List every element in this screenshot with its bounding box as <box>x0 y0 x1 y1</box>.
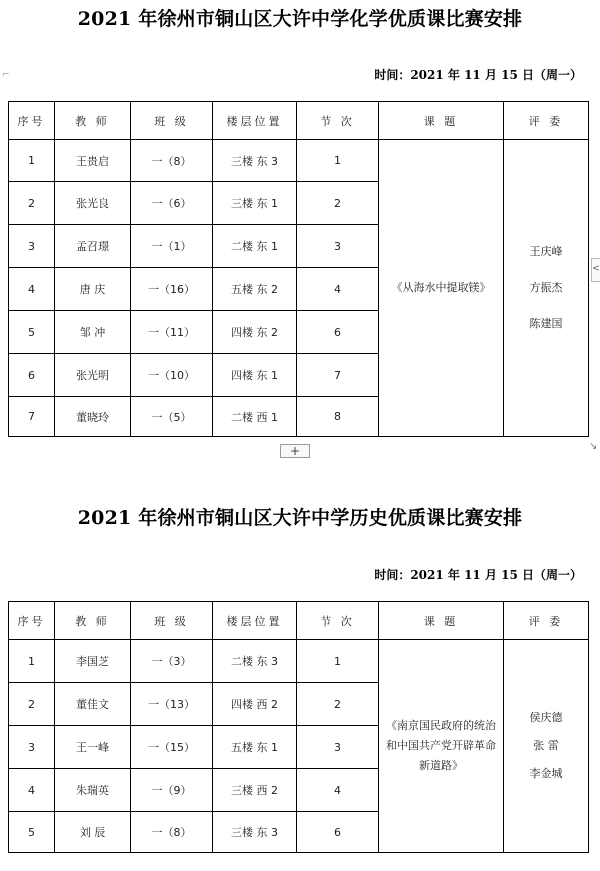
cell-period: 4 <box>297 268 379 311</box>
cell-number: 1 <box>9 640 55 683</box>
cell-location: 二楼 东 1 <box>213 225 297 268</box>
header-judges: 评 委 <box>504 102 589 140</box>
cell-class: 一（1） <box>131 225 213 268</box>
cell-number: 2 <box>9 683 55 726</box>
judge-name: 张 雷 <box>533 739 559 752</box>
cell-number: 5 <box>9 812 55 853</box>
cell-teacher: 王一峰 <box>55 726 131 769</box>
table-row <box>9 140 589 182</box>
cell-class: 一（10） <box>131 354 213 397</box>
schedule-time-chemistry: 时间：2021 年 11 月 15 日（周一） <box>374 68 582 82</box>
cell-topic: 《从海水中提取镁》 <box>379 140 504 437</box>
cell-class: 一（9） <box>131 769 213 812</box>
cell-location: 三楼 东 3 <box>213 140 297 182</box>
schedule-title-history: 2021 年徐州市铜山区大许中学历史优质课比赛安排 <box>77 507 523 529</box>
cell-number: 4 <box>9 268 55 311</box>
header-number: 序号 <box>9 602 55 640</box>
cell-teacher: 董晓玲 <box>55 397 131 437</box>
judge-name: 方振杰 <box>529 281 563 294</box>
schedule-time-history: 时间：2021 年 11 月 15 日（周一） <box>374 568 582 582</box>
cell-teacher: 李国芝 <box>55 640 131 683</box>
add-row-button[interactable]: + <box>280 444 310 458</box>
header-teacher: 教 师 <box>55 602 131 640</box>
cell-teacher: 董佳文 <box>55 683 131 726</box>
cell-class: 一（16） <box>131 268 213 311</box>
cell-teacher: 刘 辰 <box>55 812 131 853</box>
header-number: 序号 <box>9 102 55 140</box>
cell-class: 一（5） <box>131 397 213 437</box>
cell-period: 2 <box>297 182 379 225</box>
cell-number: 6 <box>9 354 55 397</box>
cell-period: 1 <box>297 640 379 683</box>
cell-location: 三楼 东 1 <box>213 182 297 225</box>
cell-number: 3 <box>9 225 55 268</box>
cell-location: 二楼 东 3 <box>213 640 297 683</box>
judge-name: 陈建国 <box>529 317 563 330</box>
cell-teacher: 张光良 <box>55 182 131 225</box>
cell-class: 一（13） <box>131 683 213 726</box>
cell-number: 1 <box>9 140 55 182</box>
cell-teacher: 张光明 <box>55 354 131 397</box>
header-class: 班 级 <box>131 102 213 140</box>
cell-location: 四楼 西 2 <box>213 683 297 726</box>
table-header-row <box>9 102 589 140</box>
cell-class: 一（8） <box>131 812 213 853</box>
cell-number: 2 <box>9 182 55 225</box>
cell-teacher: 朱瑞英 <box>55 769 131 812</box>
cell-number: 5 <box>9 311 55 354</box>
cell-period: 2 <box>297 683 379 726</box>
cell-period: 3 <box>297 225 379 268</box>
cell-class: 一（6） <box>131 182 213 225</box>
page-corner-mark: ⌐ <box>2 70 10 80</box>
cell-teacher: 邹 冲 <box>55 311 131 354</box>
cell-judges <box>504 140 589 437</box>
header-class: 班 级 <box>131 602 213 640</box>
cell-period: 1 <box>297 140 379 182</box>
cell-number: 7 <box>9 397 55 437</box>
cell-topic: 《南京国民政府的统治和中国共产党开辟革命新道路》 <box>379 640 504 853</box>
schedule-table-history <box>8 601 589 853</box>
cell-class: 一（15） <box>131 726 213 769</box>
cell-location: 三楼 西 2 <box>213 769 297 812</box>
header-teacher: 教 师 <box>55 102 131 140</box>
header-period: 节 次 <box>297 102 379 140</box>
cell-class: 一（8） <box>131 140 213 182</box>
cell-location: 三楼 东 3 <box>213 812 297 853</box>
cell-period: 6 <box>297 812 379 853</box>
header-location: 楼层位置 <box>213 602 297 640</box>
cell-period: 6 <box>297 311 379 354</box>
collapse-handle[interactable]: < <box>591 258 600 282</box>
header-topic: 课 题 <box>379 102 504 140</box>
header-period: 节 次 <box>297 602 379 640</box>
header-location: 楼层位置 <box>213 102 297 140</box>
cell-teacher: 孟召璟 <box>55 225 131 268</box>
cell-class: 一（3） <box>131 640 213 683</box>
judge-name: 侯庆德 <box>529 711 563 724</box>
header-judges: 评 委 <box>504 602 589 640</box>
cell-location: 四楼 东 1 <box>213 354 297 397</box>
header-topic: 课 题 <box>379 602 504 640</box>
cell-period: 3 <box>297 726 379 769</box>
cell-teacher: 唐 庆 <box>55 268 131 311</box>
cell-location: 四楼 东 2 <box>213 311 297 354</box>
schedule-title-chemistry: 2021 年徐州市铜山区大许中学化学优质课比赛安排 <box>77 8 523 30</box>
cell-class: 一（11） <box>131 311 213 354</box>
cell-location: 五楼 东 1 <box>213 726 297 769</box>
cell-location: 五楼 东 2 <box>213 268 297 311</box>
cell-period: 4 <box>297 769 379 812</box>
schedule-table-chemistry <box>8 101 589 437</box>
judge-name: 王庆峰 <box>529 245 563 258</box>
judge-name: 李金城 <box>529 767 563 780</box>
cell-location: 二楼 西 1 <box>213 397 297 437</box>
table-row <box>9 640 589 683</box>
cell-number: 4 <box>9 769 55 812</box>
cell-period: 7 <box>297 354 379 397</box>
cell-number: 3 <box>9 726 55 769</box>
cell-judges <box>504 640 589 853</box>
cell-period: 8 <box>297 397 379 437</box>
cell-teacher: 王贵启 <box>55 140 131 182</box>
table-header-row <box>9 602 589 640</box>
table-resize-handle[interactable]: ↘ <box>589 441 598 452</box>
